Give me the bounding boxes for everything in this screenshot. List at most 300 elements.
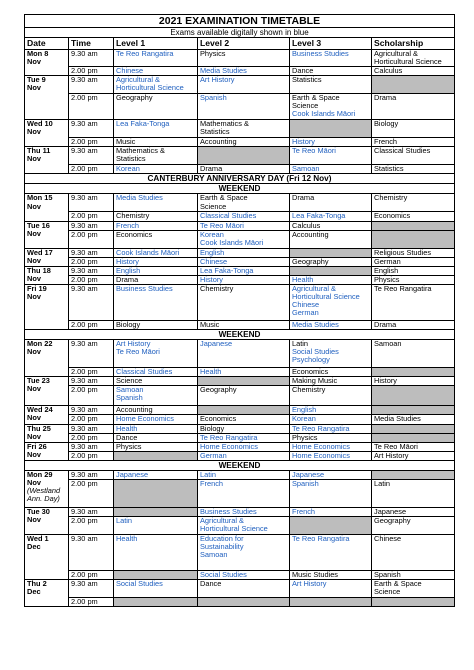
level-2-cell [198, 257, 290, 266]
exam-row [25, 321, 455, 330]
level-2-cell [198, 147, 290, 165]
time-cell: 2.00 pm [69, 94, 114, 120]
exam-row [25, 517, 455, 535]
time-cell: 9.30 am [69, 285, 114, 321]
scholarship-cell [372, 76, 455, 94]
level-2-cell [198, 571, 290, 580]
level-1-cell [114, 147, 198, 165]
exam-row [25, 571, 455, 580]
level-1-cell [114, 451, 198, 460]
level-2-cell [198, 386, 290, 406]
time-cell: 2.00 pm [69, 571, 114, 580]
level-2-cell [198, 120, 290, 138]
date-cell [25, 120, 69, 147]
page-title: 2021 EXAMINATION TIMETABLE [25, 15, 455, 28]
level-3-cell [290, 451, 372, 460]
level-1-cell [114, 368, 198, 377]
scholarship-cell [372, 479, 455, 507]
date-line: Tue 30 [27, 507, 50, 516]
level-3-cell [290, 598, 372, 607]
time-cell: 2.00 pm [69, 368, 114, 377]
date-line: Mon 15 [27, 193, 53, 203]
date-note: Ann. Day) [27, 494, 60, 504]
level-2-cell [198, 377, 290, 386]
level-1-cell [114, 275, 198, 284]
date-cell [25, 221, 69, 248]
exam-subject: Economics [200, 414, 237, 424]
scholarship-cell [372, 377, 455, 386]
exam-subject: Science [200, 201, 227, 211]
scholarship-cell [372, 368, 455, 377]
scholarship-cell [372, 386, 455, 406]
exam-row [25, 368, 455, 377]
date-line: Fri 19 [27, 284, 47, 294]
scholarship-cell [372, 221, 455, 230]
exam-subject: Music [200, 320, 220, 330]
digital-exam-subject: Health [200, 367, 222, 377]
date-line: Dec [27, 587, 41, 597]
scholarship-cell [372, 212, 455, 221]
exam-row [25, 285, 455, 321]
level-3-cell [290, 76, 372, 94]
digital-exam-subject: Psychology [292, 355, 330, 365]
scholarship-cell [372, 470, 455, 479]
date-line: Nov [27, 384, 41, 394]
time-cell: 2.00 pm [69, 275, 114, 284]
exam-subject: Dance [200, 579, 222, 589]
digital-exam-subject: Samoan [292, 164, 320, 174]
exam-subject: Biology [374, 119, 399, 129]
scholarship-cell [372, 120, 455, 138]
header-scholarship: Scholarship [372, 38, 455, 50]
digital-exam-subject: Art History [116, 339, 151, 349]
exam-row [25, 377, 455, 386]
exam-row [25, 194, 455, 212]
digital-exam-subject: Korean [292, 414, 316, 424]
digital-exam-subject: Health [116, 534, 138, 544]
exam-subject: Drama [200, 164, 223, 174]
digital-exam-subject: History [200, 275, 223, 284]
level-1-cell [114, 442, 198, 451]
date-line: Nov [27, 292, 41, 302]
digital-exam-subject: Latin [116, 516, 133, 526]
exam-subject: Te Reo Rangatira [374, 284, 432, 294]
exam-subject: Calculus [292, 221, 321, 230]
exam-row [25, 138, 455, 147]
exam-subject: English [374, 266, 399, 275]
date-line: Thu 18 [27, 266, 51, 275]
date-line: Nov [27, 201, 41, 211]
exam-subject: Statistics [374, 164, 404, 174]
banner-text: CANTERBURY ANNIVERSARY DAY (Fri 12 Nov) [25, 174, 455, 184]
scholarship-cell [372, 580, 455, 598]
digital-exam-subject: Te Reo Māori [200, 221, 244, 230]
digital-exam-subject: Japanese [292, 470, 325, 479]
date-line: Nov [27, 273, 41, 283]
exam-row [25, 212, 455, 221]
banner-row [25, 460, 455, 470]
date-line: Nov [27, 127, 41, 137]
level-2-cell [198, 248, 290, 257]
level-1-cell [114, 415, 198, 424]
exam-subject: Media Studies [374, 414, 421, 424]
scholarship-cell [372, 424, 455, 433]
exam-subject: Dance [116, 433, 138, 442]
date-cell [25, 266, 69, 284]
exam-row [25, 120, 455, 138]
level-1-cell [114, 321, 198, 330]
date-cell [25, 377, 69, 406]
page-subtitle: Exams available digitally shown in blue [25, 28, 455, 38]
exam-subject: Religious Studies [374, 248, 432, 257]
digital-exam-subject: Social Studies [292, 347, 339, 357]
level-3-cell [290, 433, 372, 442]
digital-exam-subject: Te Reo Rangatira [200, 433, 258, 442]
scholarship-cell [372, 340, 455, 368]
level-3-cell [290, 248, 372, 257]
exam-row [25, 470, 455, 479]
level-2-cell [198, 285, 290, 321]
time-cell: 9.30 am [69, 580, 114, 598]
header-row [25, 38, 455, 50]
digital-exam-subject: Education for [200, 534, 244, 544]
level-1-cell [114, 212, 198, 221]
digital-exam-subject: History [116, 257, 139, 266]
digital-exam-subject: Korean [116, 164, 140, 174]
time-cell: 9.30 am [69, 147, 114, 165]
level-2-cell [198, 479, 290, 507]
level-1-cell [114, 165, 198, 174]
time-cell: 2.00 pm [69, 212, 114, 221]
level-1-cell [114, 76, 198, 94]
date-line: Wed 24 [27, 405, 53, 415]
scholarship-cell [372, 257, 455, 266]
title-row [25, 15, 455, 28]
level-3-cell [290, 194, 372, 212]
time-cell: 9.30 am [69, 424, 114, 433]
level-1-cell [114, 470, 198, 479]
exam-subject: Latin [292, 339, 309, 349]
date-cell [25, 535, 69, 580]
digital-exam-subject: Lea Faka-Tonga [116, 119, 170, 129]
date-cell [25, 340, 69, 377]
exam-subject: Geography [292, 257, 329, 266]
digital-exam-subject: Classical Studies [116, 367, 173, 377]
level-2-cell [198, 470, 290, 479]
level-1-cell [114, 507, 198, 516]
exam-subject: Earth & Space [374, 579, 422, 589]
exam-subject: Statistics [200, 127, 230, 137]
level-1-cell [114, 67, 198, 76]
exam-subject: Physics [292, 433, 318, 442]
digital-exam-subject: Horticultural Science [200, 524, 268, 534]
digital-exam-subject: Korean [200, 230, 224, 239]
scholarship-cell [372, 571, 455, 580]
scholarship-cell [372, 266, 455, 275]
level-3-cell [290, 94, 372, 120]
exam-row [25, 424, 455, 433]
scholarship-cell [372, 138, 455, 147]
header-level-1: Level 1 [114, 38, 198, 50]
exam-subject: Spanish [374, 570, 401, 580]
exam-subject: Science [116, 376, 143, 386]
time-cell: 9.30 am [69, 120, 114, 138]
date-line: Nov [27, 449, 41, 459]
banner-text: WEEKEND [25, 330, 455, 340]
digital-exam-subject: Te Reo Māori [292, 146, 336, 156]
time-cell: 9.30 am [69, 76, 114, 94]
time-cell: 2.00 pm [69, 67, 114, 76]
exam-row [25, 50, 455, 67]
level-2-cell [198, 165, 290, 174]
exam-row [25, 406, 455, 415]
date-cell [25, 406, 69, 424]
scholarship-cell [372, 517, 455, 535]
date-line: Wed 10 [27, 119, 53, 129]
exam-subject: Chemistry [292, 385, 326, 395]
exam-row [25, 598, 455, 607]
exam-subject: Physics [116, 442, 142, 451]
level-3-cell [290, 138, 372, 147]
exam-subject: Drama [292, 193, 315, 203]
level-1-cell [114, 479, 198, 507]
level-2-cell [198, 94, 290, 120]
date-line: Mon 22 [27, 339, 53, 349]
exam-subject: Calculus [374, 66, 403, 76]
exam-subject: Accounting [200, 137, 237, 147]
digital-exam-subject: Horticultural Science [116, 83, 184, 93]
exam-subject: Science [374, 587, 401, 597]
date-line: Nov [27, 255, 41, 265]
exam-row [25, 340, 455, 368]
date-cell [25, 580, 69, 607]
exam-row [25, 275, 455, 284]
time-cell: 2.00 pm [69, 257, 114, 266]
digital-exam-subject: Te Reo Māori [116, 347, 160, 357]
scholarship-cell [372, 406, 455, 415]
digital-exam-subject: Home Economics [292, 442, 350, 451]
digital-exam-subject: Media Studies [292, 320, 339, 330]
digital-exam-subject: Spanish [116, 393, 143, 403]
exam-subject: German [374, 257, 401, 266]
digital-exam-subject: Home Economics [292, 451, 350, 460]
exam-subject: Chemistry [116, 211, 150, 221]
exam-subject: Economics [116, 230, 153, 239]
exam-row [25, 67, 455, 76]
exam-subject: Earth & Space [292, 93, 340, 103]
exam-row [25, 433, 455, 442]
exam-subject: Mathematics & [116, 146, 165, 156]
digital-exam-subject: Art History [200, 75, 235, 85]
digital-exam-subject: Business Studies [116, 284, 173, 294]
banner-text: WEEKEND [25, 184, 455, 194]
time-cell: 2.00 pm [69, 415, 114, 424]
time-cell: 9.30 am [69, 406, 114, 415]
exam-subject: Art History [374, 451, 409, 460]
digital-exam-subject: Spanish [200, 93, 227, 103]
exam-subject: Latin [374, 479, 391, 488]
exam-subject: Mathematics & [200, 119, 249, 129]
level-1-cell [114, 377, 198, 386]
level-1-cell [114, 424, 198, 433]
level-2-cell [198, 340, 290, 368]
time-cell: 9.30 am [69, 221, 114, 230]
date-note: (Westland [27, 486, 61, 496]
exam-subject: Drama [374, 93, 397, 103]
digital-exam-subject: Chinese [292, 300, 320, 310]
scholarship-cell [372, 598, 455, 607]
digital-exam-subject: Cook Islands Māori [200, 237, 264, 247]
exam-subject: Drama [116, 275, 139, 284]
scholarship-cell [372, 285, 455, 321]
digital-exam-subject: French [116, 221, 140, 230]
level-3-cell [290, 257, 372, 266]
digital-exam-subject: English [292, 405, 317, 415]
date-line: Nov [27, 477, 41, 487]
digital-exam-subject: Latin [200, 470, 217, 479]
time-cell: 2.00 pm [69, 479, 114, 507]
level-3-cell [290, 275, 372, 284]
level-3-cell [290, 230, 372, 248]
level-3-cell [290, 470, 372, 479]
level-3-cell [290, 212, 372, 221]
digital-exam-subject: French [200, 479, 224, 488]
level-2-cell [198, 406, 290, 415]
date-line: Nov [27, 83, 41, 93]
exam-timetable [24, 14, 455, 607]
digital-exam-subject: Art History [292, 579, 327, 589]
exam-subject: Physics [200, 49, 226, 58]
date-line: Wed 17 [27, 248, 53, 257]
exam-subject: Chemistry [200, 284, 234, 294]
exam-subject: Making Music [292, 376, 338, 386]
date-line: Fri 26 [27, 442, 47, 451]
date-cell [25, 424, 69, 442]
date-cell [25, 76, 69, 120]
time-cell: 2.00 pm [69, 517, 114, 535]
banner-text: WEEKEND [25, 460, 455, 470]
scholarship-cell [372, 275, 455, 284]
time-cell: 9.30 am [69, 535, 114, 571]
exam-row [25, 221, 455, 230]
date-line: Tue 9 [27, 75, 46, 85]
date-line: Mon 29 [27, 470, 53, 479]
digital-exam-subject: Agricultural & [200, 516, 244, 526]
exam-row [25, 165, 455, 174]
level-3-cell [290, 120, 372, 138]
header-level-2: Level 2 [198, 38, 290, 50]
level-3-cell [290, 442, 372, 451]
level-2-cell [198, 368, 290, 377]
time-cell: 2.00 pm [69, 321, 114, 330]
level-1-cell [114, 248, 198, 257]
level-1-cell [114, 266, 198, 275]
digital-exam-subject: Agricultural & [116, 75, 160, 85]
level-3-cell [290, 377, 372, 386]
time-cell: 9.30 am [69, 470, 114, 479]
exam-row [25, 257, 455, 266]
exam-row [25, 266, 455, 275]
exam-subject: Music Studies [292, 570, 339, 580]
level-2-cell [198, 50, 290, 67]
digital-exam-subject: German [200, 451, 227, 460]
exam-subject: Te Reo Māori [374, 442, 418, 451]
date-cell [25, 194, 69, 221]
digital-exam-subject: Te Reo Rangatira [292, 534, 350, 544]
exam-row [25, 76, 455, 94]
scholarship-cell [372, 94, 455, 120]
level-2-cell [198, 275, 290, 284]
level-3-cell [290, 321, 372, 330]
date-line: Nov [27, 431, 41, 441]
exam-subject: Physics [374, 275, 400, 284]
exam-subject: Economics [292, 367, 329, 377]
level-1-cell [114, 517, 198, 535]
level-3-cell [290, 165, 372, 174]
header-level-3: Level 3 [290, 38, 372, 50]
date-cell [25, 147, 69, 174]
level-3-cell [290, 340, 372, 368]
time-cell: 9.30 am [69, 377, 114, 386]
exam-subject: Statistics [292, 75, 322, 85]
exam-row [25, 94, 455, 120]
time-cell: 9.30 am [69, 266, 114, 275]
level-3-cell [290, 479, 372, 507]
exam-row [25, 451, 455, 460]
digital-exam-subject: Lea Faka-Tonga [200, 266, 254, 275]
level-3-cell [290, 221, 372, 230]
digital-exam-subject: Health [292, 275, 314, 284]
scholarship-cell [372, 67, 455, 76]
digital-exam-subject: Sustainability [200, 542, 244, 552]
date-line: Wed 1 [27, 534, 49, 544]
time-cell: 9.30 am [69, 442, 114, 451]
level-3-cell [290, 147, 372, 165]
exam-row [25, 230, 455, 248]
scholarship-cell [372, 50, 455, 67]
time-cell: 9.30 am [69, 50, 114, 67]
level-1-cell [114, 598, 198, 607]
level-3-cell [290, 517, 372, 535]
date-line: Nov [27, 154, 41, 164]
date-line: Tue 23 [27, 376, 50, 386]
level-1-cell [114, 194, 198, 212]
date-line: Nov [27, 515, 41, 525]
level-3-cell [290, 50, 372, 67]
exam-row [25, 535, 455, 571]
exam-row [25, 507, 455, 516]
digital-exam-subject: Te Reo Rangatira [292, 424, 350, 433]
time-cell: 2.00 pm [69, 386, 114, 406]
exam-subject: History [374, 376, 397, 386]
level-3-cell [290, 67, 372, 76]
level-3-cell [290, 415, 372, 424]
exam-subject: Classical Studies [374, 146, 431, 156]
banner-row [25, 184, 455, 194]
time-cell: 2.00 pm [69, 165, 114, 174]
level-1-cell [114, 535, 198, 571]
level-2-cell [198, 535, 290, 571]
digital-exam-subject: Business Studies [200, 507, 257, 516]
level-2-cell [198, 442, 290, 451]
digital-exam-subject: Business Studies [292, 49, 349, 58]
exam-row [25, 479, 455, 507]
level-1-cell [114, 571, 198, 580]
level-1-cell [114, 340, 198, 368]
level-1-cell [114, 230, 198, 248]
date-cell [25, 442, 69, 460]
time-cell: 2.00 pm [69, 433, 114, 442]
